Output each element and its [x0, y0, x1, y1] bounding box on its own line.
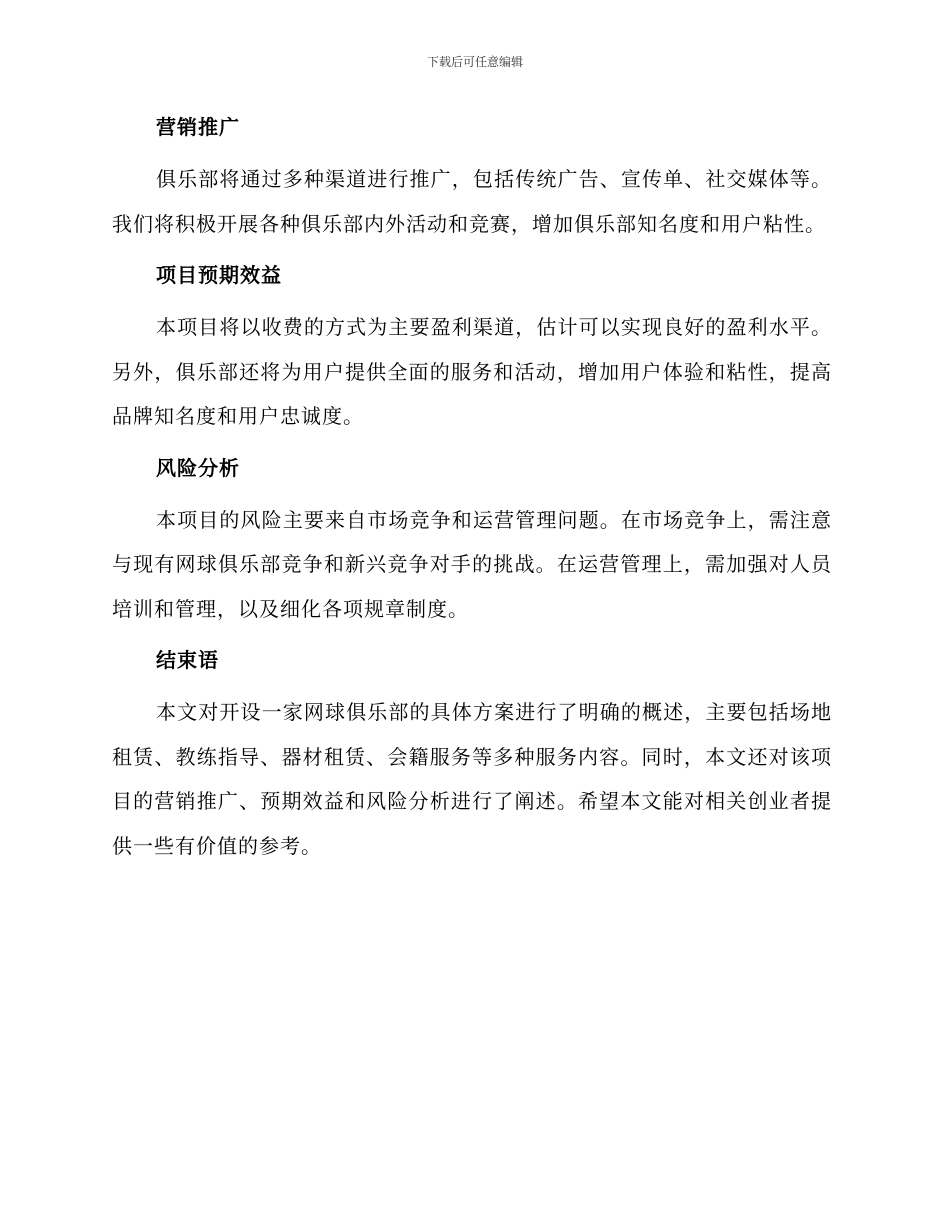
page-header: 下载后可任意编辑: [426, 55, 523, 69]
section-paragraph: 俱乐部将通过多种渠道进行推广，包括传统广告、宣传单、社交媒体等。我们将积极开展各种俱乐部内外活动和竞赛，增加俱乐部知名度和用户粘性。: [112, 167, 832, 236]
section-conclusion: [112, 645, 832, 868]
section-paragraph: 本文对开设一家网球俱乐部的具体方案进行了明确的概述，主要包括场地租赁、教练指导、器材租赁、会籍服务等多种服务内容。同时，本文还对该项目的营销推广、预期效益和风险分析进行了阐述。希望本文能对相关创业者提供一些有价值的参考。: [112, 700, 832, 858]
section-expected-benefits: [112, 260, 832, 439]
section-heading: 营销推广: [156, 115, 240, 139]
section-paragraph: 本项目将以收费的方式为主要盈利渠道，估计可以实现良好的盈利水平。另外，俱乐部还将为用户提供全面的服务和活动，增加用户体验和粘性，提高品牌知名度和用户忠诚度。: [112, 315, 832, 428]
document-body: [112, 112, 832, 882]
section-heading: 项目预期效益: [156, 263, 282, 287]
section-marketing: [112, 112, 832, 246]
section-heading: 结束语: [156, 648, 219, 672]
section-risk-analysis: [112, 453, 832, 632]
section-heading: 风险分析: [156, 455, 240, 480]
section-paragraph: 本项目的风险主要来自市场竞争和运营管理问题。在市场竞争上，需注意与现有网球俱乐部竞争和新兴竞争对手的挑战。在运营管理上，需加强对人员培训和管理，以及细化各项规章制度。: [112, 507, 832, 621]
